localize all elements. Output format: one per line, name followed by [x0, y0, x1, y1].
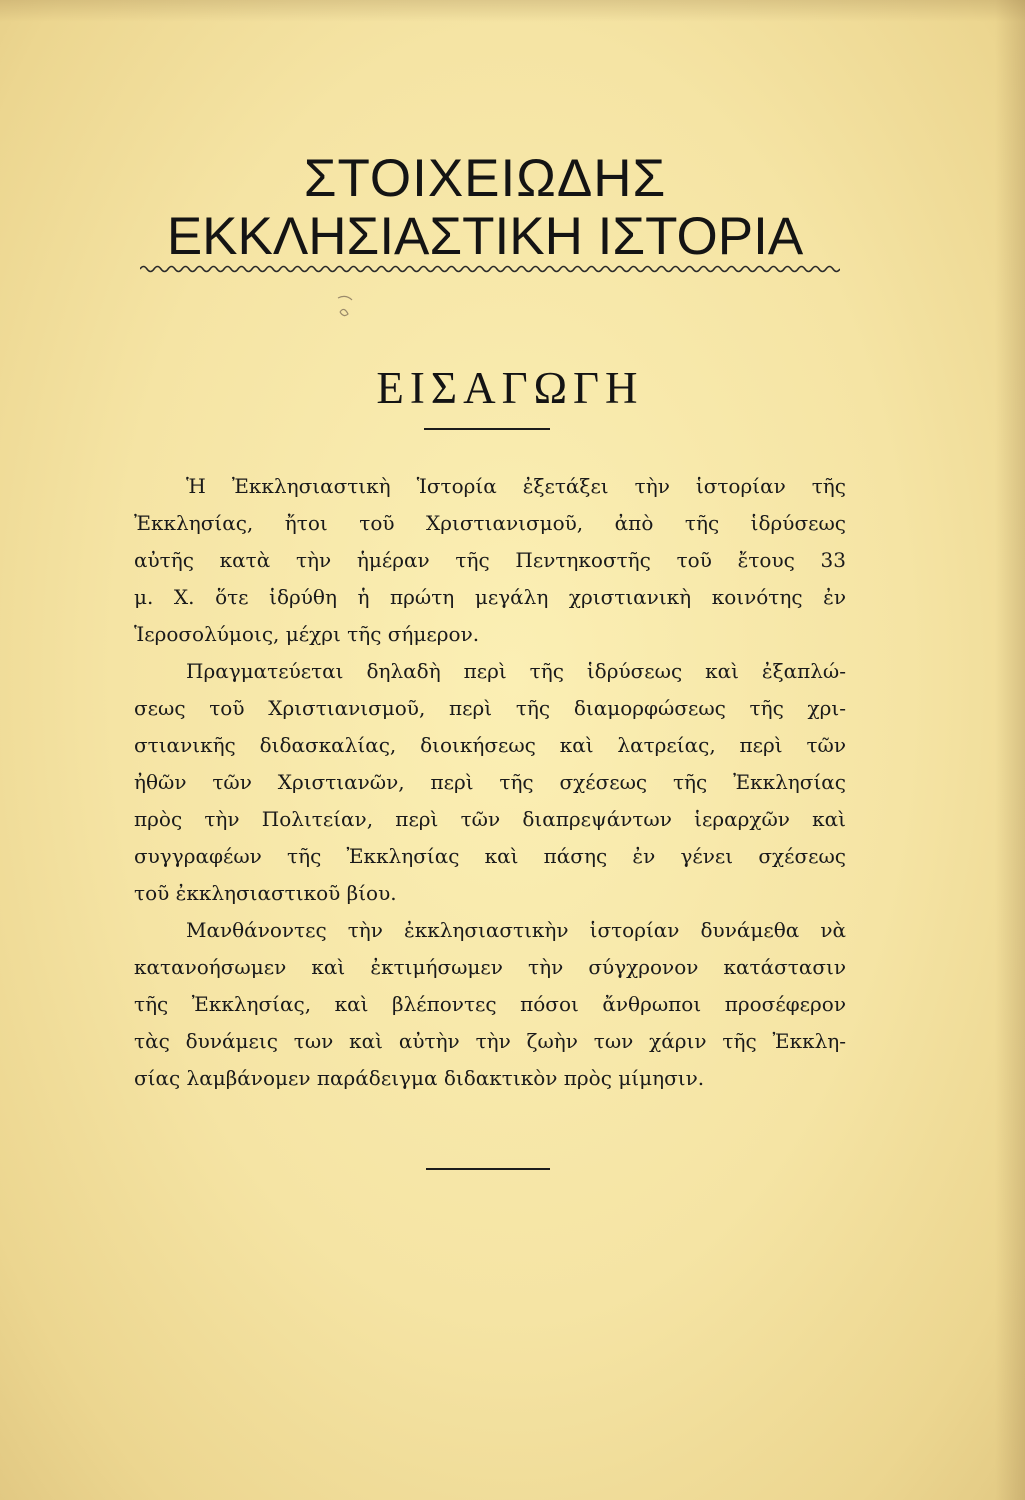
- text-line: Μανθάνοντες τὴν ἐκκλησιαστικὴν ἱστορίαν δυνάμεθα νὰ: [186, 918, 846, 942]
- text-line: τὰς δυνάμεις των καὶ αὐτὴν τὴν ζωὴν των χάριν τῆς Ἐκκλη-: [134, 1029, 846, 1053]
- text-line: σίας λαμβάνομεν παράδειγμα διδακτικὸν πρὸς μίμησιν.: [134, 1066, 705, 1090]
- text-line: πρὸς τὴν Πολιτείαν, περὶ τῶν διαπρεψάντων ἱεραρχῶν καὶ: [134, 807, 846, 831]
- text-line: Ἱεροσολύμοις, μέχρι τῆς σήμερον.: [134, 622, 480, 646]
- text-line: Ἡ Ἐκκλησιαστικὴ Ἱστορία ἐξετάξει τὴν ἱστορίαν τῆς: [186, 474, 846, 498]
- page-top-edge: [0, 0, 1025, 22]
- text-line: στιανικῆς διδασκαλίας, διοικήσεως καὶ λατρείας, περὶ τῶν: [134, 733, 846, 757]
- text-line: μ. Χ. ὅτε ἱδρύθη ἡ πρώτη μεγάλη χριστιανικὴ κοινότης ἐν: [134, 585, 846, 609]
- text-line: Πραγματεύεται δηλαδὴ περὶ τῆς ἱδρύσεως καὶ ἐξαπλώ-: [186, 659, 846, 683]
- heading-rule: [424, 428, 550, 430]
- title-line-1: ΣΤΟΙΧΕΙΩΔΗΣ: [303, 149, 667, 208]
- closing-rule: [426, 1168, 550, 1170]
- text-line: συγγραφέων τῆς Ἐκκλησίας καὶ πάσης ἐν γένει σχέσεως: [134, 844, 846, 868]
- text-line: αὐτῆς κατὰ τὴν ἡμέραν τῆς Πεντηκοστῆς τοῦ ἔτους 33: [134, 548, 846, 572]
- text-line: Ἐκκλησίας, ἤτοι τοῦ Χριστιανισμοῦ, ἀπὸ τῆς ἱδρύσεως: [134, 511, 846, 535]
- section-heading: ΕΙΣΑΓΩΓΗ: [376, 363, 644, 413]
- title-line-2: ΕΚΚΛΗΣΙΑΣΤΙΚΗ ΙΣΤΟΡΙΑ: [166, 207, 804, 266]
- wavy-rule: [140, 262, 840, 276]
- text-line: κατανοήσωμεν καὶ ἐκτιμήσωμεν τὴν σύγχρονον κατάστασιν: [134, 955, 846, 979]
- text-line: τοῦ ἐκκλησιαστικοῦ βίου.: [134, 881, 397, 905]
- text-line: τῆς Ἐκκλησίας, καὶ βλέποντες πόσοι ἄνθρωποι προσέφερον: [134, 992, 846, 1016]
- page-right-edge: [995, 0, 1025, 1500]
- text-line: σεως τοῦ Χριστιανισμοῦ, περὶ τῆς διαμορφώσεως τῆς χρι-: [134, 696, 846, 720]
- text-line: ἠθῶν τῶν Χριστιανῶν, περὶ τῆς σχέσεως τῆς Ἐκκλησίας: [134, 770, 846, 794]
- pencil-mark: [330, 292, 360, 322]
- title-block: [130, 150, 840, 266]
- body-text: [134, 468, 846, 1097]
